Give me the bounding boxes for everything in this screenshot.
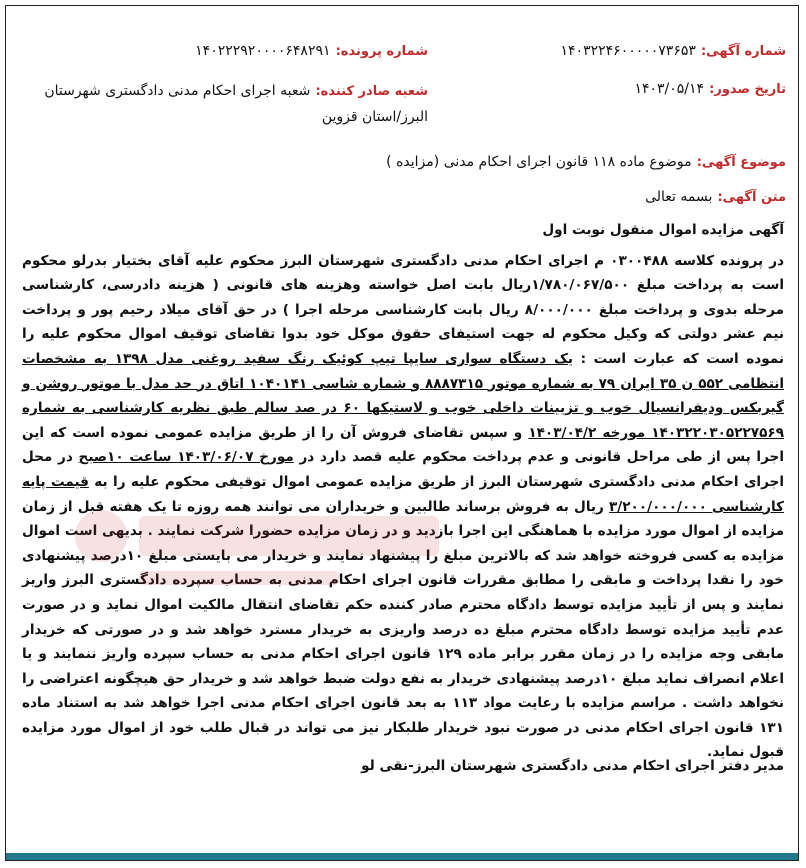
case-number-row [195, 40, 428, 59]
text-label-row [645, 186, 786, 205]
paragraph-after: و سپس تقاضای فروش آن را از طریق مزایده عمومی نموده است که این اجرا پس از طی مراحل قانونی و عدم پرداخت محکوم علیه قصد دارد در [22, 424, 784, 466]
vehicle-description: یک دستگاه سواری سایپا تیپ کوئیک رنگ سفید روغنی مدل ۱۳۹۸ به مشخصات انتظامی ۵۵۲ ن ۳۵ ایران ۷۹ به شماره موتور ۸۸۸۷۳۱۵ و شماره شاسی ۱۰۴۰۱۴۱ اتاق در حد مدل با موتور روشن و گیربکس ودیفرانسیال خوب و تزیینات داخلی خوب و لاستیکها ۶۰ در صد سالم طبق نظریه کارشناسی به شماره ۱۴۰۳۲۲۰۳۰۵۲۲۷۵۶۹ مورخه ۱۴۰۳/۰۴/۲ [22, 350, 785, 441]
subject-row [386, 151, 786, 170]
notice-body [22, 218, 784, 765]
case-number-value: ۱۴۰۲۲۲۹۲۰۰۰۰۶۴۸۲۹۱ [195, 43, 331, 59]
base-price: قیمت پایه کارشناسی ۳/۲۰۰/۰۰۰/۰۰۰ [22, 473, 784, 515]
case-number-label: شماره پرونده: [335, 44, 428, 59]
paragraph-intro: در پرونده کلاسه ۰۳۰۰۴۸۸ م اجرای احکام مدنی دادگستری شهرستان البرز محکوم علیه آقای بختیار بدرلو محکوم است به پرداخت مبلغ ۱/۷۸۰/۰۶۷/۵۰۰ریال بابت اصل خواسته وهزینه های قانونی ( هزینه دادرسی، کارشناسی مرحله بدوی و پرداخت مبلغ ۸/۰۰۰/۰۰۰ ریال بابت کارشناسی مرحله اجرا ) در حق آقای میلاد رحیم پور و پرداخت نیم عشر دولتی که وکیل محکوم له جهت استیفای حقوق موکل خود بدوا تقاضای توقیف اموال محکوم علیه را نموده است که عبارت است : [22, 252, 785, 367]
bottom-accent-bar [6, 853, 798, 860]
subject-label: موضوع آگهی: [696, 155, 786, 170]
signature-line: مدیر دفتر اجرای احکام مدنی دادگستری شهرستان البرز-نقی لو [361, 758, 784, 774]
notice-document [5, 5, 799, 861]
ad-number-value: ۱۴۰۳۲۲۴۶۰۰۰۰۰۷۳۶۵۳ [560, 43, 696, 59]
issue-date-label: تاریخ صدور: [709, 82, 786, 97]
paragraph-after-2: در محل اجرای احکام مدنی دادگستری شهرستان البرز از طریق مزایده عمومی اموال توقیفی محکوم علیه را به [22, 449, 784, 490]
opening-phrase: بسمه تعالی [645, 189, 713, 205]
ad-number-row [561, 40, 786, 59]
ad-number-label: شماره آگهی: [700, 44, 786, 59]
issue-date-row [634, 78, 786, 97]
issuer-label: شعبه صادر کننده: [315, 84, 428, 99]
subject-value: موضوع ماده ۱۱۸ قانون اجرای احکام مدنی (مزایده ) [386, 154, 692, 170]
text-label: متن آگهی: [717, 190, 786, 205]
issuer-value: شعبه اجرای احکام مدنی دادگستری شهرستان البرز/استان قزوین [44, 83, 428, 125]
notice-title: آگهی مزایده اموال منقول نوبت اول [542, 222, 784, 238]
notice-paragraph [22, 249, 784, 765]
auction-datetime: مورخ ۱۴۰۳/۰۶/۰۷ ساعت ۱۰صبح [78, 449, 294, 466]
issuer-row [28, 78, 428, 129]
issue-date-value: ۱۴۰۳/۰۵/۱۴ [634, 81, 705, 97]
paragraph-rest: ریال به فروش برساند طالبین و خریداران می توانند همه روزه تا یک هفته قبل از زمان مزایده از اموال مورد مزایده با هماهنگی این اجرا بازدید و در زمان مزایده حضورا شرکت نمایند . بدیهی است اموال مزایده به کسی فروخته خواهد شد که بالاترین مبلغ را پیشنهاد نمایند و خریدار می بایستی مبلغ ۱۰درصد پیشنهادی خود را نقدا پرداخت و مابقی را مطابق مقررات قانون اجرای احکام مدنی به حساب سپرده دادگستری البرز واریز نمایند و پس از تأیید مزایده توسط دادگاه محترم صادر کننده حکم تقاضای انتقال مالکیت اموال نماید و در صورت عدم تأیید مزایده توسط دادگاه محترم مبلغ ده درصد واریزی به خریدار مسترد خواهد شد و در صورتی که خریدار مابقی وجه مزایده را در زمان مقرر برابر ماده ۱۲۹ قانون اجرای احکام مدنی به حساب سپرده واریز ننمایند و یا اعلام انصراف نماید مبلغ ۱۰درصد پیشنهادی خریدار به نفع دولت ضبط خواهد شد و خریدار حق هیچگونه اعتراضی را نخواهد داشت . مراسم مزایده با رعایت مواد ۱۱۳ به بعد قانون اجرای احکام مدنی اجرا خواهد شد به استناد ماده ۱۳۱ قانون اجرای احکام مدنی در صورت نبود خریدار طلبکار نیز می تواند در قبال طلب خود از اموال مورد مزایده قبول نماید. [22, 498, 784, 761]
